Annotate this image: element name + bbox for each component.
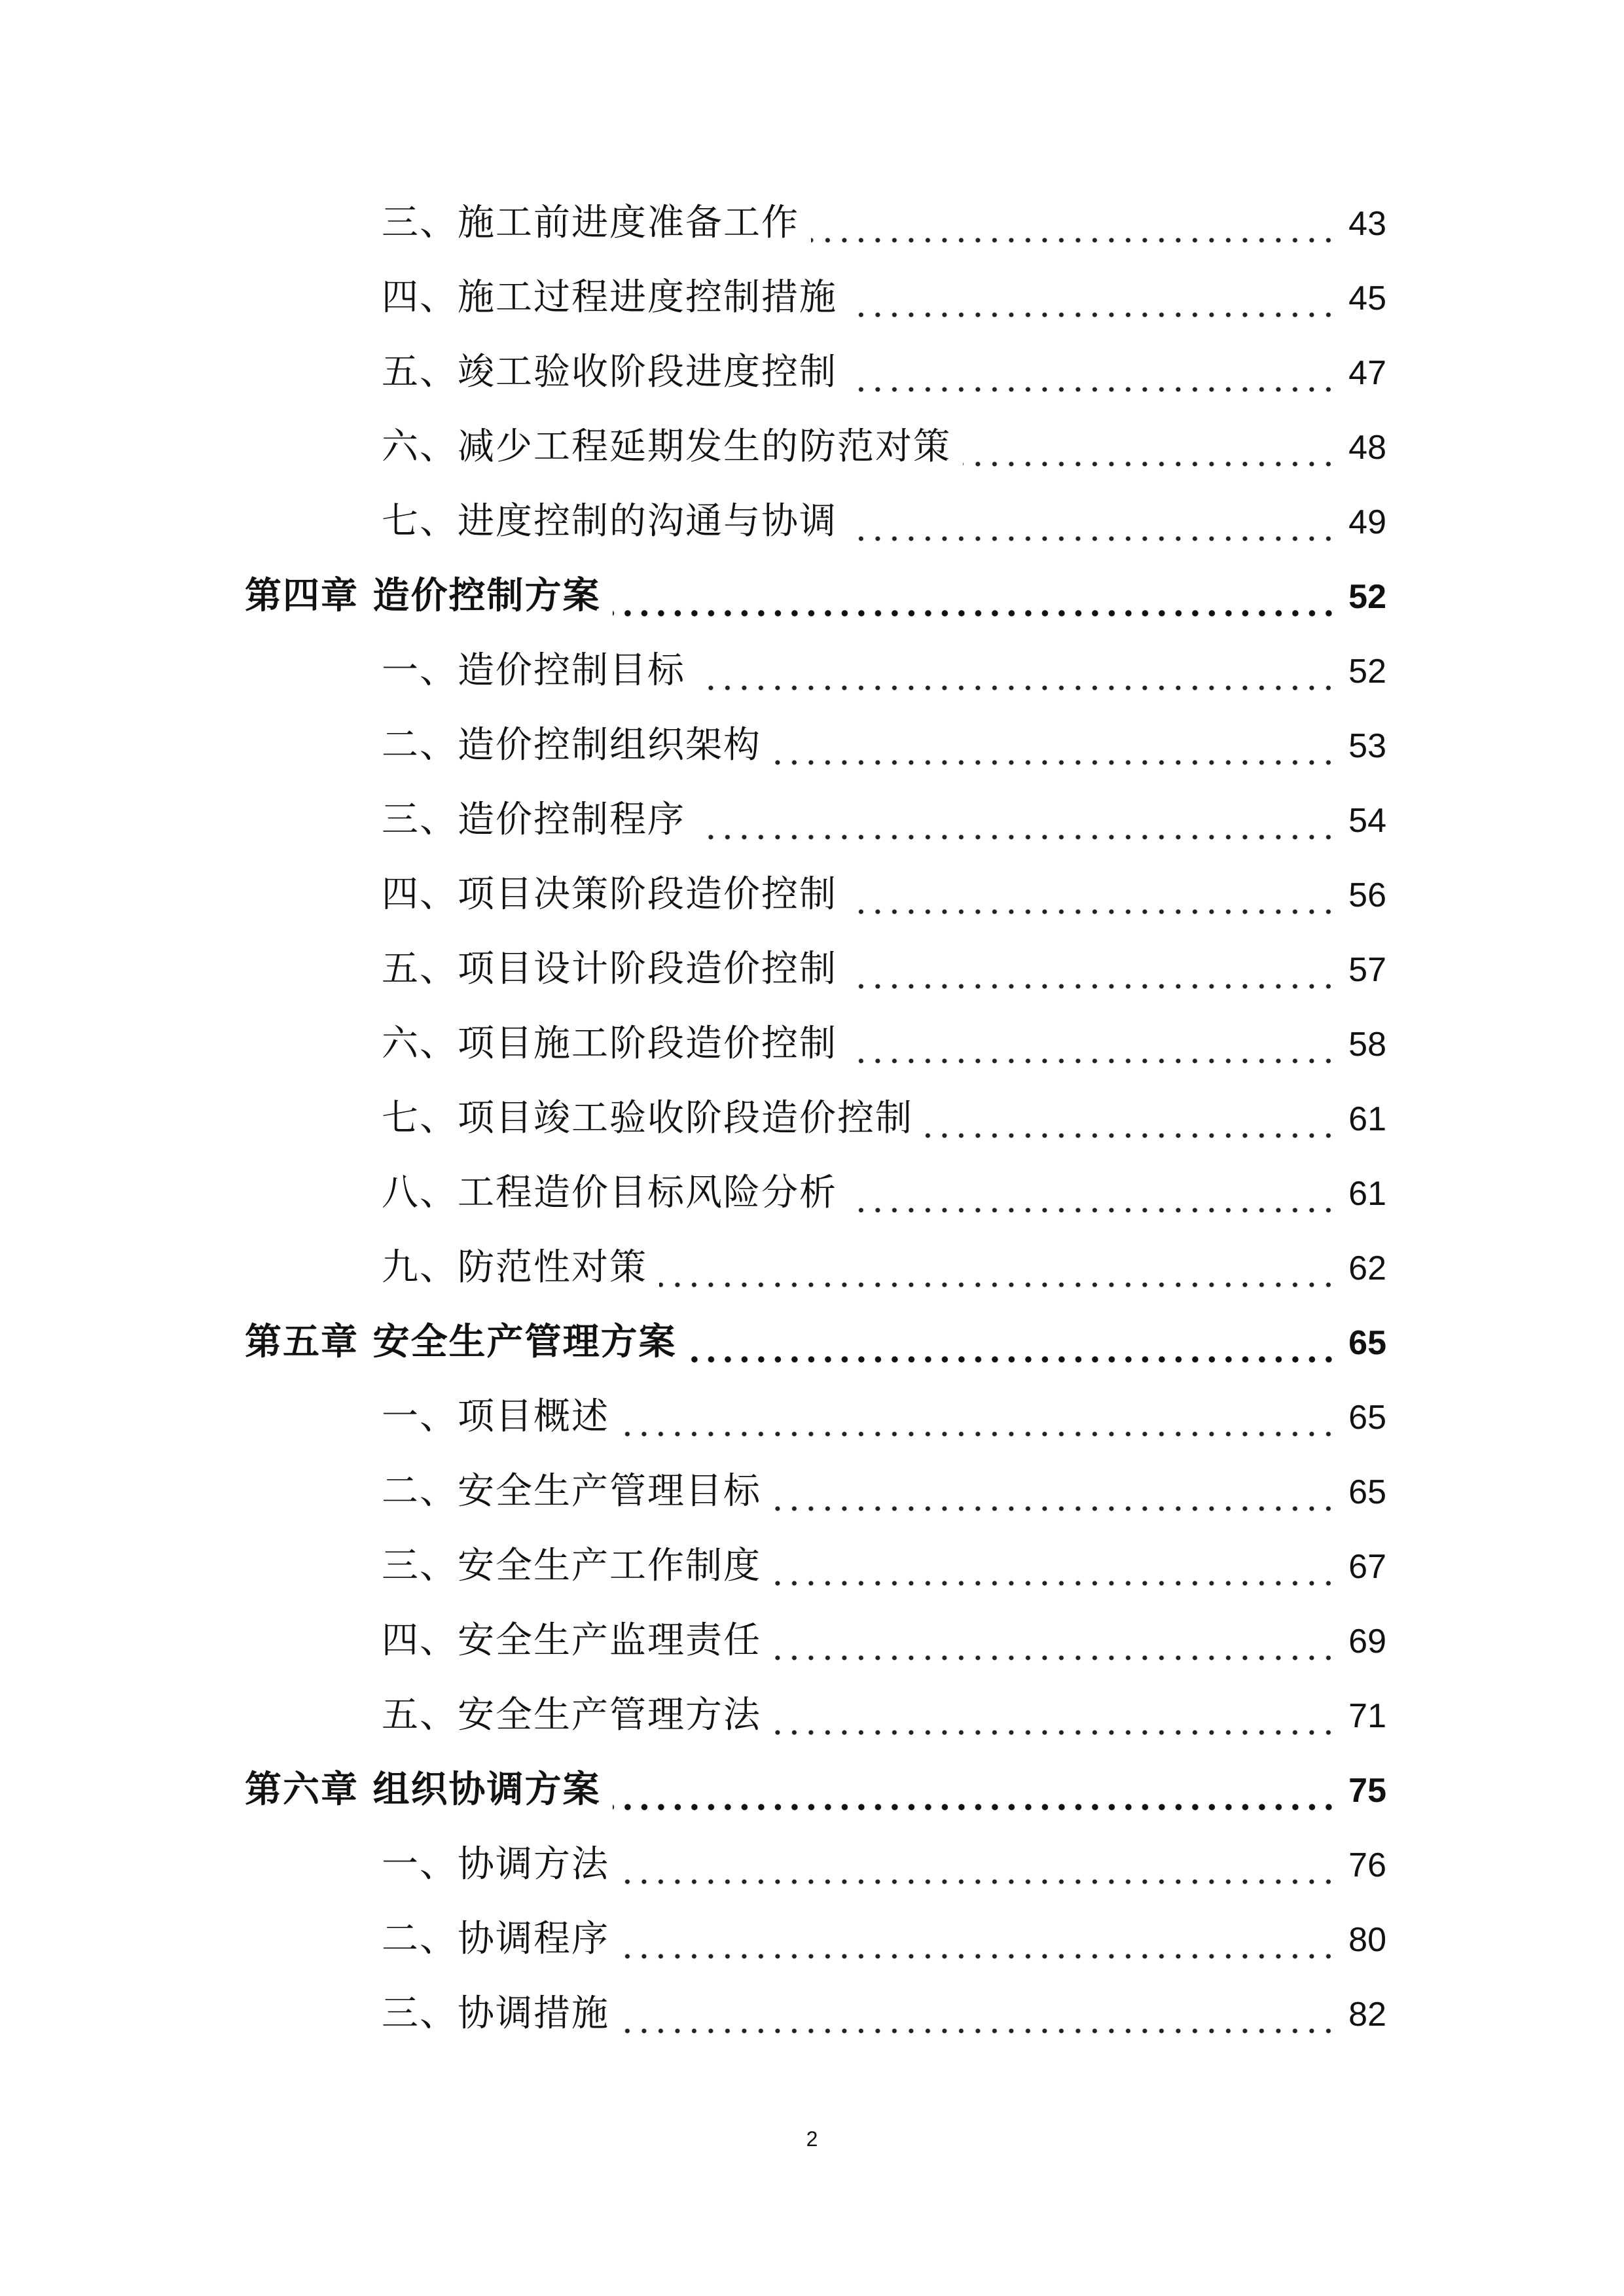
toc-entry-page: 76 <box>1348 1846 1386 1884</box>
toc-dot-leader <box>621 1953 1337 1960</box>
toc-entry[interactable] <box>382 1462 1386 1521</box>
toc-entry-title: 六、减少工程延期发生的防范对策 <box>382 425 951 468</box>
toc-chapter-page: 75 <box>1348 1772 1386 1810</box>
toc-entry[interactable] <box>382 343 1386 402</box>
toc-entry-page: 80 <box>1348 1921 1386 1959</box>
toc-entry[interactable] <box>382 1537 1386 1596</box>
toc-entry-title: 一、造价控制目标 <box>382 649 685 692</box>
toc-entry-page: 52 <box>1348 653 1386 691</box>
toc-dot-leader <box>659 1282 1337 1288</box>
toc-entry-title: 三、协调措施 <box>382 1992 609 2035</box>
toc-entry[interactable] <box>382 1611 1386 1670</box>
toc-entry-title: 五、安全生产管理方法 <box>382 1694 761 1736</box>
toc-entry-page: 57 <box>1348 951 1386 989</box>
toc-entry[interactable] <box>382 1686 1386 1745</box>
toc-entry[interactable] <box>382 1984 1386 2043</box>
toc-entry[interactable] <box>382 791 1386 850</box>
toc-entry-title: 四、安全生产监理责任 <box>382 1619 761 1662</box>
toc-entry-page: 82 <box>1348 1996 1386 2034</box>
toc-chapter-entry[interactable] <box>245 1313 1386 1372</box>
toc-dot-leader <box>613 1804 1337 1810</box>
toc-entry-title: 三、造价控制程序 <box>382 798 685 841</box>
toc-dot-leader <box>811 237 1337 243</box>
toc-chapter-title: 第五章 安全生产管理方案 <box>245 1321 677 1363</box>
toc-entry-page: 65 <box>1348 1399 1386 1437</box>
toc-dot-leader <box>697 685 1337 691</box>
toc-chapter-title: 第六章 组织协调方案 <box>245 1768 601 1811</box>
toc-entry[interactable] <box>382 194 1386 253</box>
toc-entry-title: 六、项目施工阶段造价控制 <box>382 1022 837 1065</box>
toc-entry[interactable] <box>382 268 1386 327</box>
toc-entry[interactable] <box>382 418 1386 476</box>
toc-entry-page: 47 <box>1348 354 1386 392</box>
toc-dot-leader <box>849 908 1337 915</box>
toc-dot-leader <box>773 1655 1337 1661</box>
toc-entry[interactable] <box>382 1238 1386 1297</box>
toc-entry-title: 五、项目设计阶段造价控制 <box>382 948 837 990</box>
toc-dot-leader <box>773 1505 1337 1512</box>
toc-entry-page: 62 <box>1348 1249 1386 1287</box>
toc-chapter-entry[interactable] <box>245 1761 1386 1820</box>
toc-dot-leader <box>849 386 1337 393</box>
toc-entry-title: 九、防范性对策 <box>382 1246 647 1289</box>
toc-entry[interactable] <box>382 1014 1386 1073</box>
toc-entry-page: 56 <box>1348 876 1386 914</box>
toc-entry-page: 54 <box>1348 802 1386 840</box>
toc-entry[interactable] <box>382 641 1386 700</box>
toc-entry[interactable] <box>382 1910 1386 1969</box>
toc-entry-title: 四、项目决策阶段造价控制 <box>382 873 837 916</box>
toc-dot-leader <box>849 983 1337 990</box>
toc-entry-page: 61 <box>1348 1100 1386 1138</box>
toc-entry[interactable] <box>382 492 1386 551</box>
toc-entry[interactable] <box>382 865 1386 924</box>
toc-dot-leader <box>621 1878 1337 1885</box>
toc-chapter-title: 第四章 造价控制方案 <box>245 575 601 617</box>
toc-entry-title: 八、工程造价目标风险分析 <box>382 1172 837 1214</box>
toc-dot-leader <box>849 312 1337 318</box>
toc-dot-leader <box>621 2028 1337 2034</box>
toc-dot-leader <box>773 759 1337 766</box>
toc-dot-leader <box>849 535 1337 542</box>
toc-dot-leader <box>849 1058 1337 1064</box>
toc-entry[interactable] <box>382 940 1386 999</box>
toc-entry-page: 65 <box>1348 1473 1386 1511</box>
toc-dot-leader <box>925 1132 1337 1139</box>
toc-entry-page: 61 <box>1348 1175 1386 1213</box>
toc-dot-leader <box>689 1356 1337 1363</box>
toc-entry-page: 49 <box>1348 503 1386 541</box>
toc-dot-leader <box>621 1431 1337 1437</box>
page-number: 2 <box>806 2127 818 2151</box>
toc-entry-title: 七、项目竣工验收阶段造价控制 <box>382 1097 913 1139</box>
toc-entry[interactable] <box>382 1164 1386 1223</box>
toc-dot-leader <box>773 1580 1337 1587</box>
toc-entry-page: 58 <box>1348 1026 1386 1064</box>
toc-entry-page: 53 <box>1348 727 1386 765</box>
toc-entry-title: 二、安全生产管理目标 <box>382 1470 761 1513</box>
toc-dot-leader <box>613 610 1337 617</box>
toc-dot-leader <box>773 1729 1337 1736</box>
toc-entry[interactable] <box>382 1089 1386 1148</box>
toc-entry[interactable] <box>382 716 1386 775</box>
toc-entry-page: 71 <box>1348 1697 1386 1735</box>
toc-entry-title: 五、竣工验收阶段进度控制 <box>382 351 837 393</box>
toc-entry-page: 48 <box>1348 429 1386 467</box>
toc-chapter-page: 65 <box>1348 1324 1386 1362</box>
toc-entry-title: 四、施工过程进度控制措施 <box>382 276 837 319</box>
toc-entry-title: 一、项目概述 <box>382 1395 609 1438</box>
toc-dot-leader <box>963 461 1337 467</box>
toc-entry-title: 三、安全生产工作制度 <box>382 1545 761 1587</box>
toc-entry-title: 七、进度控制的沟通与协调 <box>382 500 837 543</box>
toc-chapter-page: 52 <box>1348 578 1386 616</box>
toc-entry-page: 43 <box>1348 205 1386 243</box>
toc-entry-title: 三、施工前进度准备工作 <box>382 202 799 244</box>
toc-entry-title: 二、协调程序 <box>382 1918 609 1960</box>
toc-entry-title: 一、协调方法 <box>382 1843 609 1886</box>
toc-chapter-entry[interactable] <box>245 567 1386 626</box>
toc-entry-page: 45 <box>1348 279 1386 317</box>
toc-entry-page: 69 <box>1348 1623 1386 1660</box>
toc-dot-leader <box>849 1207 1337 1213</box>
toc-entry[interactable] <box>382 1835 1386 1894</box>
toc-dot-leader <box>697 834 1337 840</box>
toc-entry-page: 67 <box>1348 1548 1386 1586</box>
toc-entry[interactable] <box>382 1388 1386 1446</box>
toc-entry-title: 二、造价控制组织架构 <box>382 724 761 766</box>
